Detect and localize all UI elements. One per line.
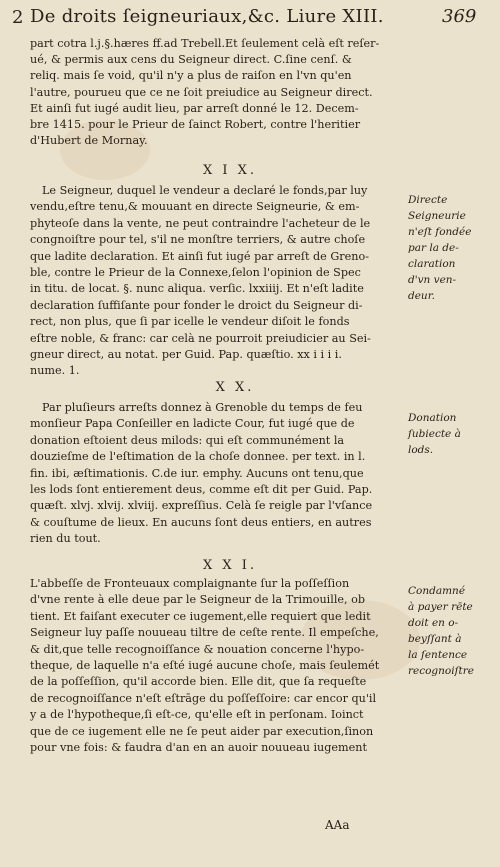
text-line: ué, & permis aux cens du Seigneur direct. C.ſine cenſ. & <box>30 53 352 67</box>
text-line: & couſtume de lieux. En aucuns ſont deus entiers, en autres <box>30 515 372 529</box>
text-line: Le Seigneur, duquel le vendeur a declaré le fonds,par luy <box>42 184 368 197</box>
catchword: AAa <box>325 818 350 832</box>
text-line: pour vne fois: & faudra d'an en an auoir nouueau iugement <box>30 741 367 754</box>
text-line: donation eſtoient deus milods: qui eſt communément la <box>30 433 345 447</box>
margin-note-line: recognoiſtre <box>408 665 474 677</box>
text-line: bre 1415. pour le Prieur de ſainct Robert, contre l'heritier <box>30 118 361 131</box>
text-line: eſtre noble, & franc: car celà ne pourroit preiudicier au Sei- <box>30 331 371 345</box>
margin-note-line: deur. <box>408 290 435 302</box>
text-line: declaration ſuffiſante pour fonder le droict du Seigneur di- <box>30 298 363 312</box>
text-line: phyteoſe dans la vente, ne peut contraindre l'acheteur de le <box>30 216 371 230</box>
section-heading-20: X X. <box>215 380 255 395</box>
margin-note-line: beyſſant à <box>408 633 462 645</box>
text-line: d'Hubert de Mornay. <box>30 134 148 148</box>
margin-note-line: par la de- <box>408 242 459 254</box>
text-line: rien du tout. <box>30 532 101 546</box>
folio-number: 369 <box>442 6 477 27</box>
running-header <box>0 4 500 30</box>
text-line: que ladite declaration. Et ainſi fut iugé par arreſt de Greno- <box>30 249 369 263</box>
text-line: douzieſme de l'eſtimation de la choſe donnee. per text. in l. <box>30 450 366 464</box>
margin-note-20 <box>408 410 488 458</box>
text-line: & dit,que telle recognoiſſance & nouation concerne l'hypo- <box>30 642 365 656</box>
text-line: gneur direct, au notat. per Guid. Pap. quæſtio. xx i i i i. <box>30 348 342 361</box>
margin-note-line: claration <box>408 258 456 270</box>
margin-note-line: la ſentence <box>408 649 468 661</box>
margin-note-line: à payer rēte <box>408 601 473 613</box>
text-line: Seigneur luy paſſe nouueau tiltre de ceſte rente. Il empeſche, <box>30 626 379 640</box>
text-line: Par pluſieurs arreſts donnez à Grenoble du temps de feu <box>42 401 363 414</box>
text-line: l'autre, pourueu que ce ne ſoit preiudice au Seigneur direct. <box>30 85 373 99</box>
text-line: congnoiſtre pour tel, s'il ne monſtre terriers, & autre choſe <box>30 233 366 247</box>
text-line: ble, contre le Prieur de la Connexe,ſelon l'opinion de Spec <box>30 266 361 279</box>
text-line: L'abbeſſe de Fronteuaux complaignante ſur la poſſeſſion <box>30 577 350 590</box>
margin-note-line: n'eſt fondée <box>408 226 472 238</box>
text-line: reliq. mais ſe void, qu'il n'y a plus de raiſon en l'vn qu'en <box>30 69 352 83</box>
section-heading-19: X I X. <box>202 163 258 178</box>
margin-note-19 <box>408 192 488 304</box>
text-line: Et ainſi fut iugé audit lieu, par arreſt donné le 12. Decem- <box>30 101 359 115</box>
text-line: in titu. de locat. §. nunc aliqua. verſic. lxxiiij. Et n'eſt ladite <box>30 282 364 296</box>
margin-note-21 <box>408 583 488 679</box>
text-line: rect, non plus, que ſi par icelle le vendeur diſoit le fonds <box>30 315 350 329</box>
text-line: de la poſſeſſion, qu'il accorde bien. Elle dit, que ſa requeſte <box>30 675 367 689</box>
margin-note-line: Seigneurie <box>408 210 466 222</box>
text-line: part cotra l.j.§.hæres ff.ad Trebell.Et ſeulement celà eſt reſer- <box>30 37 380 50</box>
text-line: y a de l'hypotheque,ſi eſt-ce, qu'elle eſt in perſonam. Ioinct <box>30 708 364 722</box>
margin-note-line: Donation <box>408 412 457 424</box>
signature-mark: 2 <box>12 7 24 28</box>
text-line: que de ce iugement elle ne ſe peut aider par execution,ſinon <box>30 724 374 738</box>
margin-note-line: lods. <box>408 444 434 456</box>
margin-note-line: doit en o- <box>408 617 459 629</box>
text-line: de recognoiſſance n'eſt eſtrāge du poſſeſſoire: car encor qu'il <box>30 691 377 705</box>
margin-note-line: Directe <box>408 194 448 206</box>
margin-note-line: ſubiecte à <box>408 428 461 440</box>
text-line: d'vne rente à elle deue par le Seigneur de la Trimouille, ob <box>30 593 366 607</box>
margin-note-line: Condamné <box>408 585 466 597</box>
margin-note-line: d'vn ven- <box>408 274 457 286</box>
section-heading-21: X X I. <box>202 558 258 573</box>
text-line: theque, de laquelle n'a eſté iugé aucune choſe, mais ſeulemét <box>30 659 380 672</box>
text-line: fin. ibi, æſtimationis. C.de iur. emphy. Aucuns ont tenu,que <box>30 466 364 480</box>
text-line: tient. Et faiſant executer ce iugement,elle requiert que ledit <box>30 609 371 623</box>
text-line: les lods ſont entierement deus, comme eſt dit per Guid. Pap. <box>30 483 373 496</box>
text-line: monſieur Papa Conſeiller en ladicte Cour, fut iugé que de <box>30 417 355 431</box>
text-line: nume. 1. <box>30 364 80 378</box>
text-line: vendu,eſtre tenu,& mouuant en directe Seigneurie, & em- <box>30 200 360 214</box>
text-line: quæſt. xlvj. xlvij. xlviij. expreſſius. Celà ſe reigle par l'vſance <box>30 499 373 513</box>
running-title: De droits ſeigneuriaux,&c. Liure XIII. <box>30 6 384 27</box>
